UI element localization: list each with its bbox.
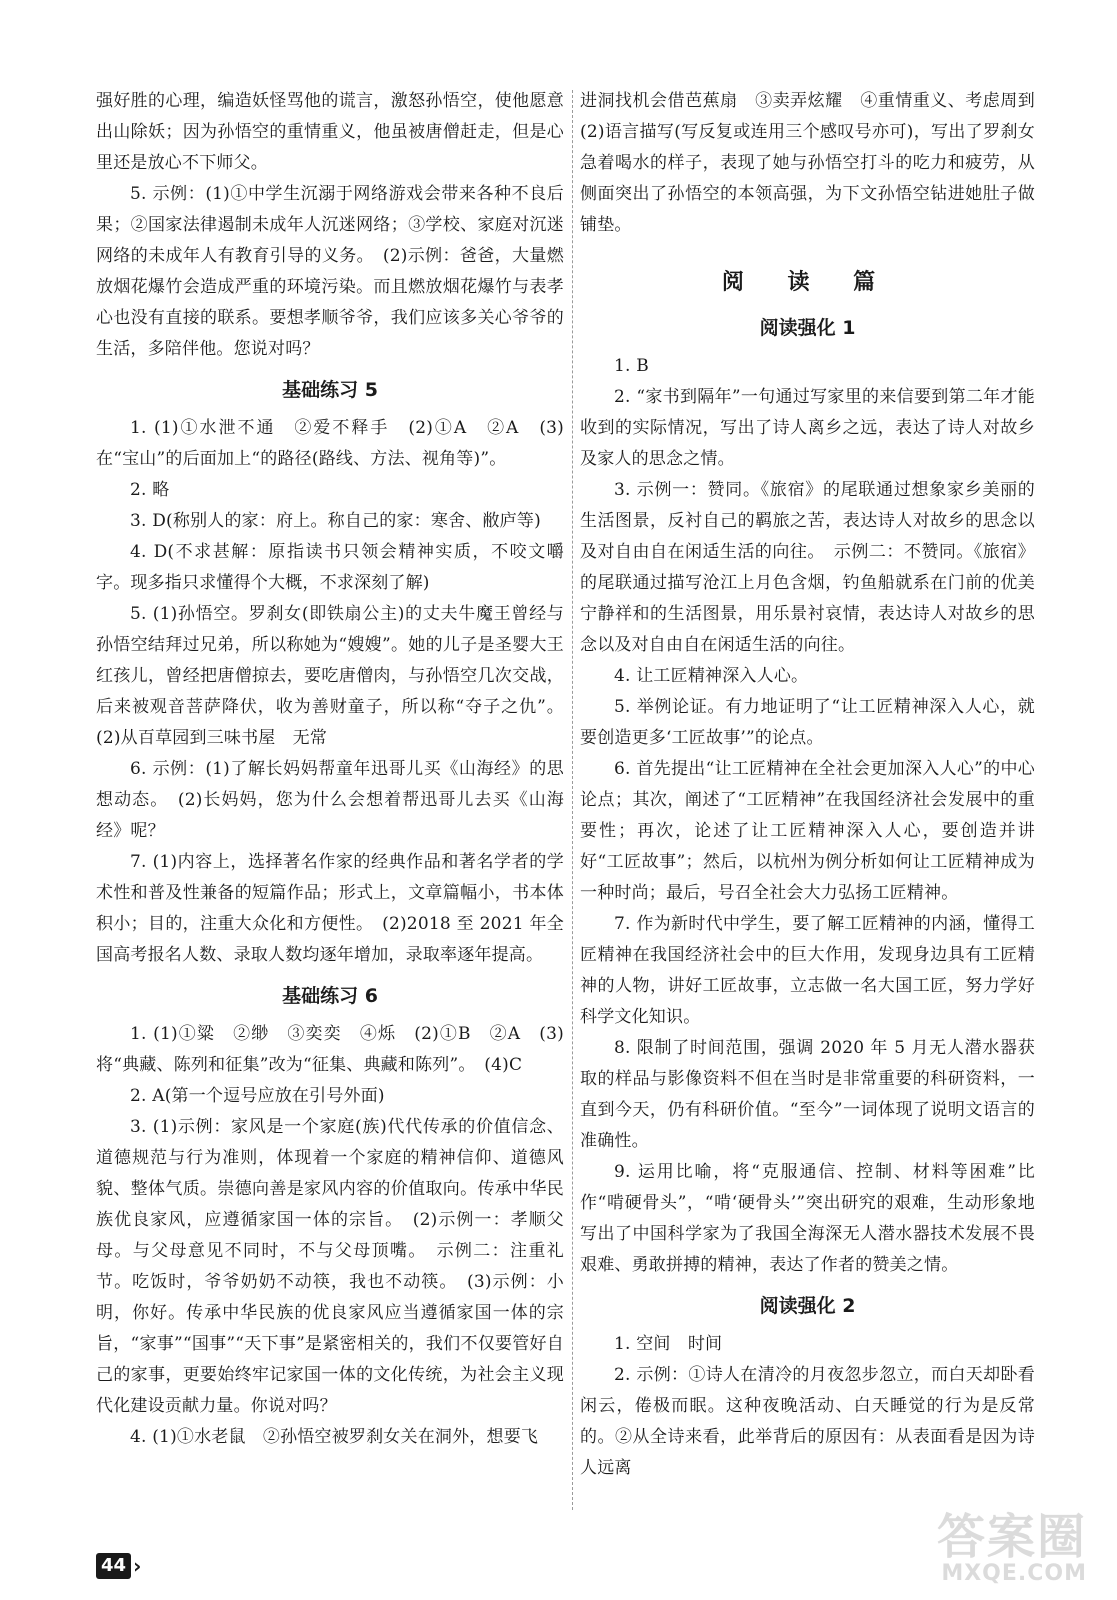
answer-item: 1. 空间 时间 xyxy=(614,1334,723,1354)
answer-item: 1. B xyxy=(614,356,649,376)
page-number xyxy=(96,1553,141,1579)
watermark-url: MXQE.COM xyxy=(941,1561,1087,1586)
right-column xyxy=(580,86,1053,1484)
watermark-title: 答案圈 xyxy=(936,1509,1087,1565)
answer-item: 3. D(称别人的家：府上。称自己的家：寒舍、敝庐等) xyxy=(130,511,541,531)
answer-item: 5. 举例论证。有力地证明了“让工匠精神深入人心，就要创造更多‘工匠故事’”的论点。 xyxy=(580,697,1035,748)
answer-item: 6. 示例：(1)了解长妈妈帮童年迅哥儿买《山海经》的思想动态。 (2)长妈妈，您为什么会想着帮迅哥儿去买《山海经》呢？ xyxy=(96,759,564,841)
answer-item: 9. 运用比喻，将“克服通信、控制、材料等困难”比作“啃硬骨头”，“啃‘硬骨头’”突出研究的艰难，生动形象地写出了中国科学家为了我国全海深无人潜水器技术发展不畏艰难、勇敢拼搏的精神，表达了作者的赞美之情。 xyxy=(580,1162,1035,1275)
answer-item: 5. (1)孙悟空。罗刹女(即铁扇公主)的丈夫牛魔王曾经与孙悟空结拜过兄弟，所以称她为“嫂嫂”。她的儿子是圣婴大王红孩儿，曾经把唐僧掠去，要吃唐僧肉，与孙悟空几次交战，后来被观音菩萨降伏，收为善财童子，所以称“夺子之仇”。(2)从百草园到三味书屋 无常 xyxy=(96,604,564,748)
answer-item: 7. 作为新时代中学生，要了解工匠精神的内涵，懂得工匠精神在我国经济社会中的巨大作用，发现身边具有工匠精神的人物，讲好工匠故事，立志做一名大国工匠，努力学好科学文化知识。 xyxy=(580,914,1035,1027)
answer-item: 3. 示例一：赞同。《旅宿》的尾联通过想象家乡美丽的生活图景，反衬自己的羁旅之苦，表达诗人对故乡的思念以及对自由自在闲适生活的向往。 示例二：不赞同。《旅宿》的尾联通过描写沧江上月色含烟，钓鱼船就系在门前的优美宁静祥和的生活图景，用乐景衬哀情，表达诗人对故乡的思念以及对自由自在闲适生活的向往。 xyxy=(580,480,1035,655)
answer-item: 2. A(第一个逗号应放在引号外面) xyxy=(130,1086,385,1106)
chevron-right-icon: › xyxy=(133,1554,142,1578)
left-column xyxy=(96,86,564,1453)
answer-continuation: 进洞找机会借芭蕉扇 ③卖弄炫耀 ④重情重义、考虑周到 (2)语言描写(写反复或连用三个感叹号亦可)，写出了罗刹女急着喝水的样子，表现了她与孙悟空打斗的吃力和疲劳，从侧面突出了孙悟空的本领高强，为下文孙悟空钻进她肚子做铺垫。 xyxy=(580,91,1053,235)
answer-item: 7. (1)内容上，选择著名作家的经典作品和著名学者的学术性和普及性兼备的短篇作品；形式上，文章篇幅小，书本体积小；目的，注重大众化和方便性。 (2)2018 至 2021 年全国高考报名人数、录取人数均逐年增加，录取率逐年提高。 xyxy=(96,852,564,965)
answer-item: 2. “家书到隔年”一句通过写家里的来信要到第二年才能收到的实际情况，写出了诗人离乡之远，表达了诗人对故乡及家人的思念之情。 xyxy=(580,387,1035,469)
answer-item: 6. 首先提出“让工匠精神在全社会更加深入人心”的中心论点；其次，阐述了“工匠精神”在我国经济社会发展中的重要性；再次，论述了让工匠精神深入人心，要创造并讲好“工匠故事”；然后，以杭州为例分析如何让工匠精神成为一种时尚；最后，号召全社会大力弘扬工匠精神。 xyxy=(580,759,1035,903)
answer-item: 1. (1)①水泄不通 ②爱不释手 (2)①A ②A (3)在“宝山”的后面加上“的路径(路线、方法、视角等)”。 xyxy=(96,418,564,469)
section-heading-basic-6: 基础练习 6 xyxy=(282,985,378,1007)
answer-item-5: 5. 示例：(1)①中学生沉溺于网络游戏会带来各种不良后果；②国家法律遏制未成年人沉迷网络；③学校、家庭对沉迷网络的未成年人有教育引导的义务。 (2)示例：爸爸，大量燃放烟花爆竹会造成严重的环境污染。而且燃放烟花爆竹与表孝心也没有直接的联系。要想孝顺爷爷，我们应该多关心爷爷的生活，多陪伴他。您说对吗？ xyxy=(96,184,564,359)
answer-item: 4. 让工匠精神深入人心。 xyxy=(614,666,809,686)
answer-item: 4. D(不求甚解：原指读书只领会精神实质，不咬文嚼字。现多指只求懂得个大概，不求深刻了解) xyxy=(96,542,564,593)
section-heading-basic-5: 基础练习 5 xyxy=(282,379,378,401)
section-heading-reading-1: 阅读强化 1 xyxy=(759,317,856,339)
section-title-reading: 阅 读 篇 xyxy=(721,270,894,295)
answer-continuation: 强好胜的心理，编造妖怪骂他的谎言，激怒孙悟空，使他愿意出山除妖；因为孙悟空的重情重义，他虽被唐僧赶走，但是心里还是放心不下师父。 xyxy=(96,91,564,173)
section-heading-reading-2: 阅读强化 2 xyxy=(759,1295,856,1317)
answer-item: 2. 略 xyxy=(130,480,170,500)
answer-item: 4. (1)①水老鼠 ②孙悟空被罗刹女关在洞外，想要飞 xyxy=(130,1427,539,1447)
column-divider xyxy=(572,90,573,1510)
answer-item: 2. 示例：①诗人在清冷的月夜忽步忽立，而白天却卧看闲云，倦极而眠。这种夜晚活动、白天睡觉的行为是反常的。②从全诗来看，此举背后的原因有：从表面看是因为诗人远离 xyxy=(580,1365,1035,1478)
answer-item: 1. (1)①粱 ②缈 ③奕奕 ④烁 (2)①B ②A (3)将“典藏、陈列和征集”改为“征集、典藏和陈列”。 (4)C xyxy=(96,1024,564,1075)
page-number-label: 44 xyxy=(96,1553,131,1579)
answer-item: 3. (1)示例：家风是一个家庭(族)代代传承的价值信念、道德规范与行为准则，体现着一个家庭的精神信仰、道德风貌、整体气质。崇德向善是家风内容的价值取向。传承中华民族优良家风，应遵循家国一体的宗旨。 (2)示例一：孝顺父母。与父母意见不同时，不与父母顶嘴。 示例二：注重礼节。吃饭时，爷爷奶奶不动筷，我也不动筷。 (3)示例：小明，你好。传承中华民族的优良家风应当遵循家国一体的宗旨，“家事”“国事”“天下事”是紧密相关的，我们不仅要管好自己的家事，更要始终牢记家国一体的文化传统，为社会主义现代化建设贡献力量。你说对吗？ xyxy=(96,1117,564,1416)
answer-item: 8. 限制了时间范围，强调 2020 年 5 月无人潜水器获取的样品与影像资料不但在当时是非常重要的科研资料，一直到今天，仍有科研价值。“至今”一词体现了说明文语言的准确性。 xyxy=(580,1038,1035,1151)
watermark-logo xyxy=(937,1498,1087,1586)
